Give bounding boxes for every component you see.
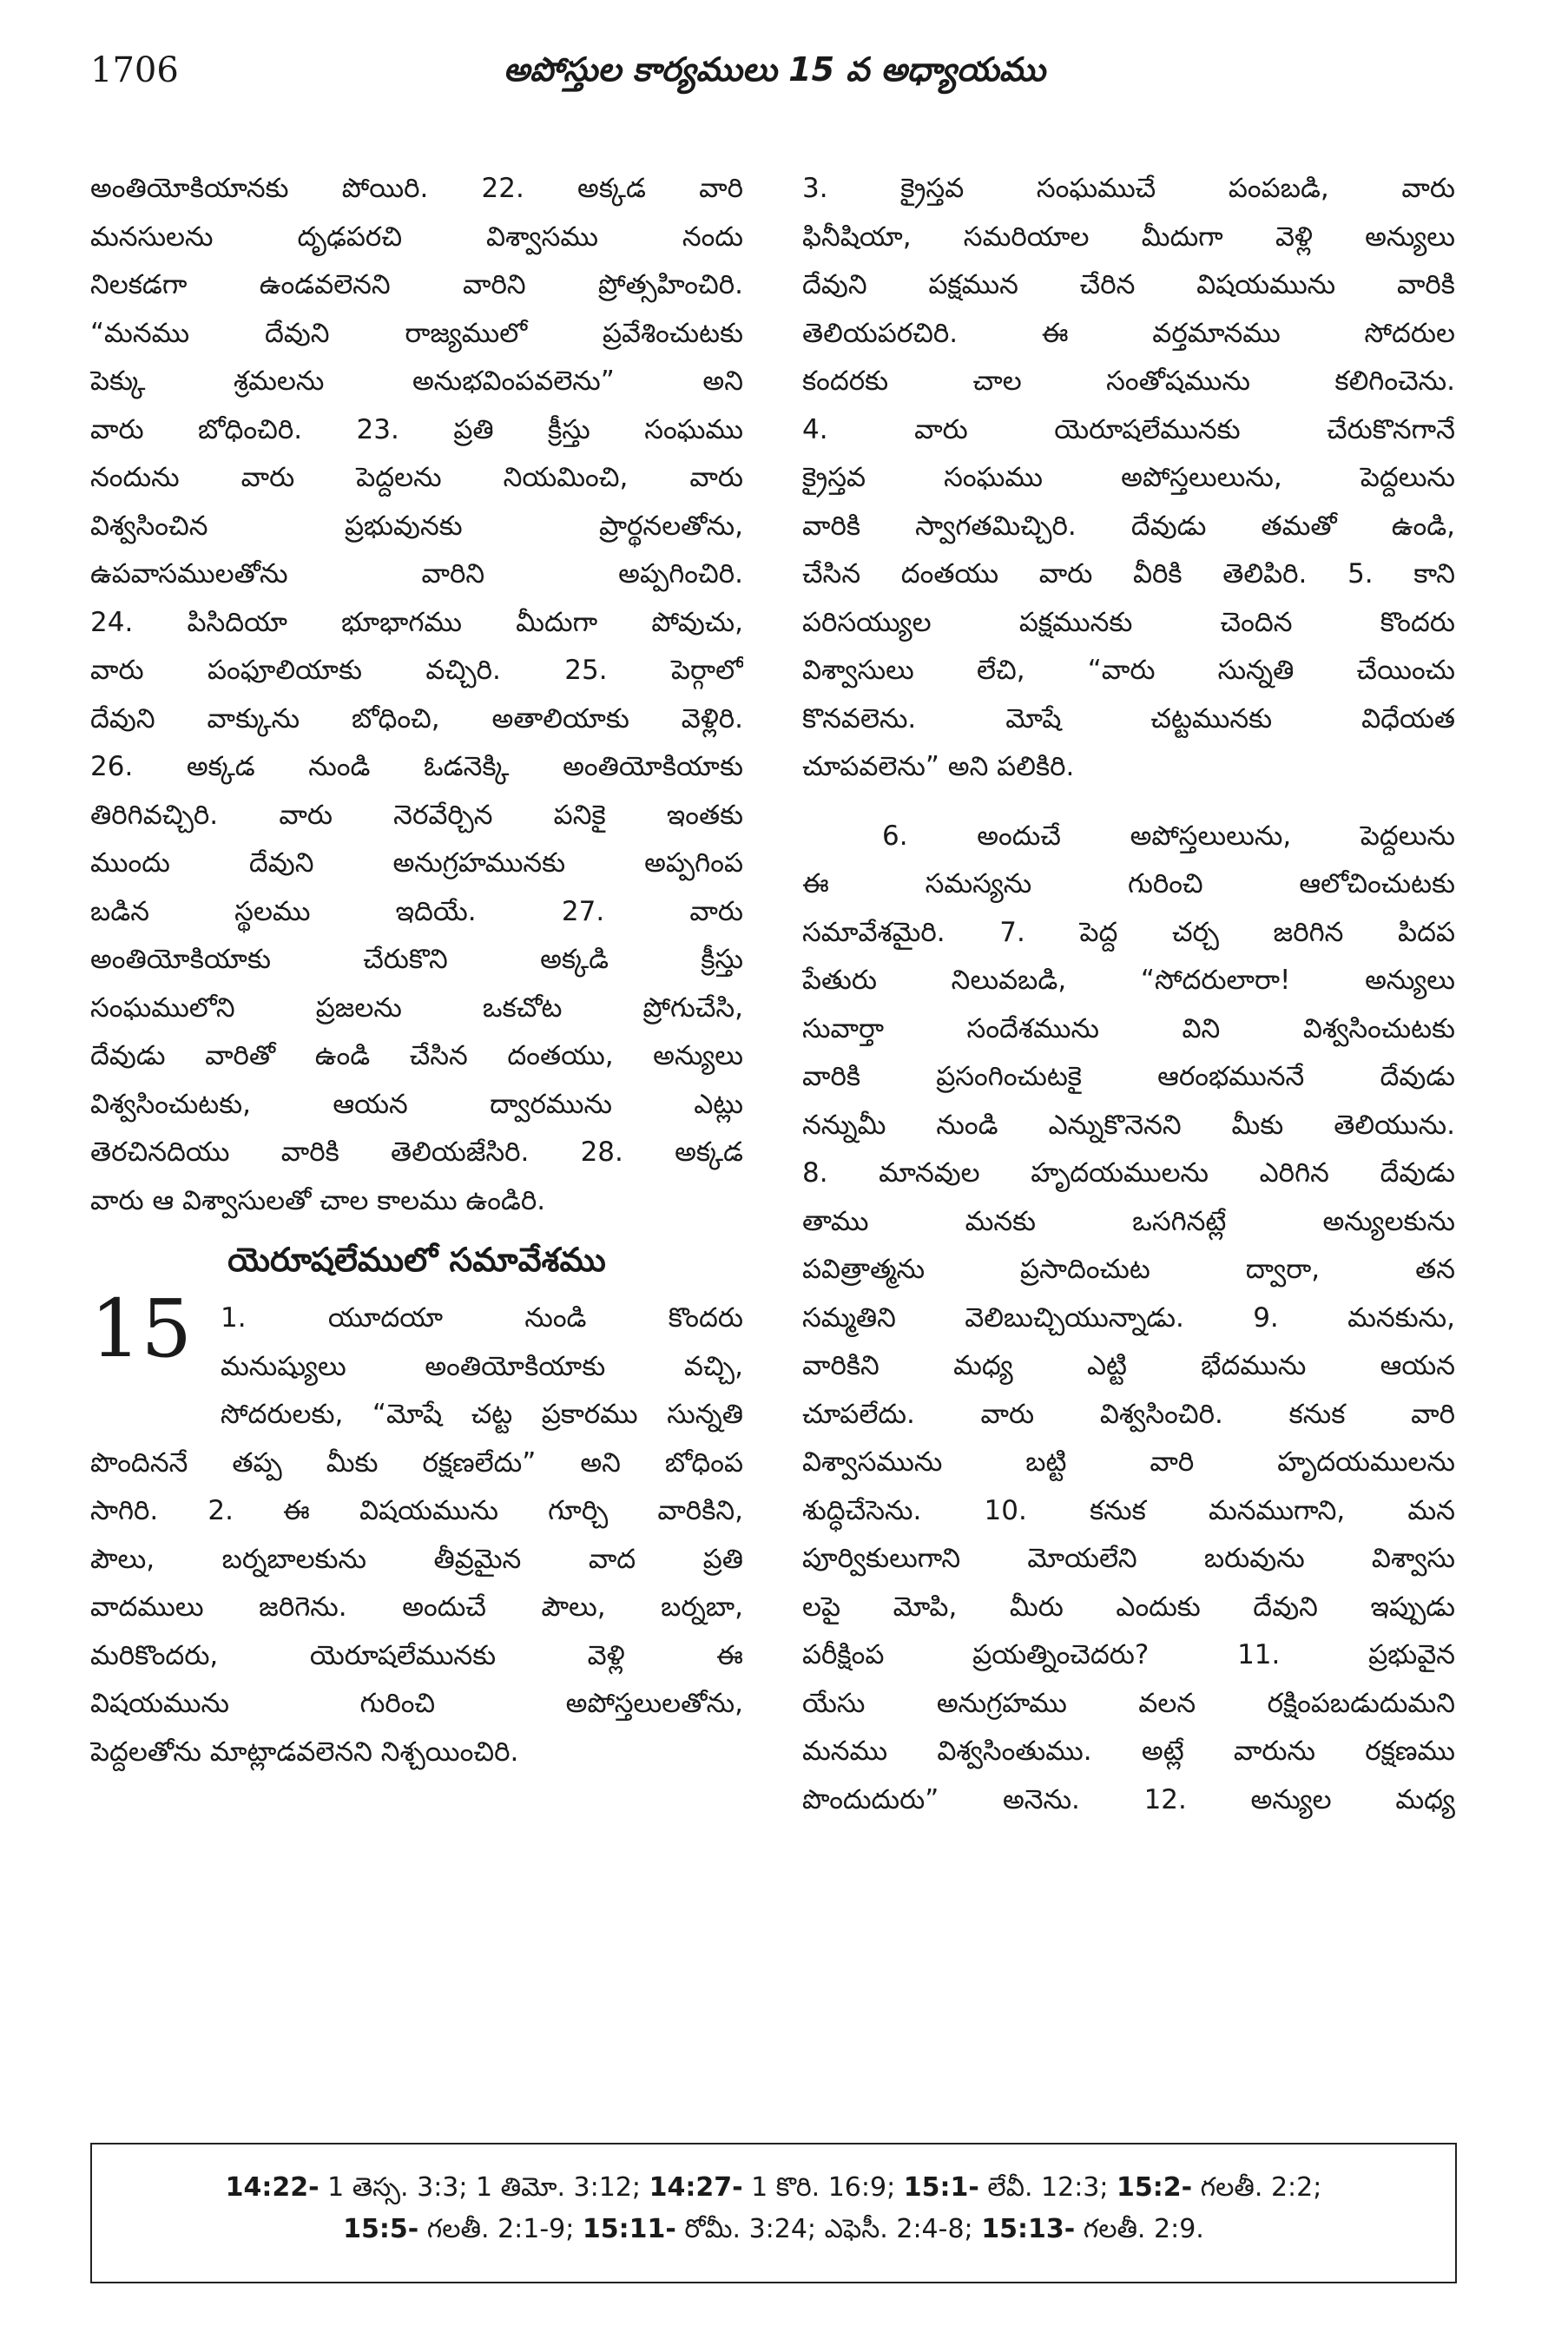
text-line: సమ్మతిని వెలిబుచ్చియున్నాడు. 9. మనకును,	[802, 1301, 1455, 1334]
text-line: వారు బోధించిరి. 23. ప్రతి క్రీస్తు సంఘము	[90, 413, 743, 445]
running-title: అపోస్తుల కార్యములు 15 వ అధ్యాయము	[503, 50, 1046, 89]
text-line: 26. అక్కడ నుండి ఓడనెక్కి అంతియోకియాకు	[90, 751, 743, 782]
text-line: కొనవలెను. మోషే చట్టమునకు విధేయత	[802, 702, 1455, 735]
text-line: దేవుడు వారితో ఉండి చేసిన దంతయు, అన్యులు	[90, 1040, 743, 1071]
text-line: ఉపవాసములతోను వారిని అప్పగించిరి.	[90, 558, 743, 590]
text-line: దేవుని వాక్కును బోధించి, అతాలియాకు వెళ్లిరి.	[90, 702, 743, 735]
section-heading: యెరూషలేములో సమావేశము	[227, 1241, 606, 1279]
reference-text: గలతీ. 2:9.	[1075, 2214, 1204, 2244]
text-line: చూపలేదు. వారు విశ్వసించిరి. కనుక వారి	[802, 1398, 1455, 1430]
text-line: పరీక్షింప ప్రయత్నించెదరు? 11. ప్రభువైన	[802, 1639, 1455, 1670]
text-line: ఫినీషియా, సమరియాల మీదుగా వెళ్లి అన్యులు	[802, 221, 1455, 253]
text-line: శుద్ధిచేసెను. 10. కనుక మనముగాని, మన	[802, 1494, 1455, 1526]
text-line: తెరచినదియు వారికి తెలియజేసిరి. 28. అక్కడ	[90, 1136, 743, 1168]
text-line: దేవుని పక్షమున చేరిన విషయమును వారికి	[802, 269, 1455, 300]
text-line: మనుష్యులు అంతియోకియాకు వచ్చి,	[221, 1350, 743, 1382]
text-line: పొందుదురు” అనెను. 12. అన్యుల మధ్య	[802, 1783, 1455, 1815]
text-line: లపై మోపి, మీరు ఎందుకు దేవుని ఇప్పుడు	[802, 1591, 1455, 1623]
text-line: అంతియోకియాకు చేరుకొని అక్కడి క్రీస్తు	[90, 944, 743, 975]
text-line: పూర్వికులుగాని మోయలేని బరువును విశ్వాసు	[802, 1543, 1455, 1574]
left-text-block	[90, 165, 743, 1225]
text-line: మనము విశ్వసింతుము. అట్లే వారును రక్షణము	[802, 1736, 1455, 1767]
cross-reference-line	[92, 2209, 1455, 2250]
text-line: వాదములు జరిగెను. అందుచే పౌలు, బర్నబా,	[90, 1591, 743, 1623]
chapter-block	[90, 1282, 743, 1776]
text-line: విశ్వాసమును బట్టి వారి హృదయములను	[802, 1446, 1455, 1478]
text-line: పవిత్రాత్మను ప్రసాదించుట ద్వారా, తన	[802, 1254, 1455, 1285]
text-line: మనసులను దృఢపరచి విశ్వాసము నందు	[90, 221, 743, 253]
reference-label: 14:22-	[225, 2172, 320, 2203]
text-line: పొందిననే తప్ప మీకు రక్షణలేదు” అని బోధింప	[90, 1446, 743, 1479]
reference-label: 15:2-	[1117, 2172, 1193, 2203]
text-line: ముందు దేవుని అనుగ్రహమునకు అప్పగింప	[90, 847, 743, 879]
text-line: సమావేశమైరి. 7. పెద్ద చర్చ జరిగిన పిదప	[802, 916, 1455, 948]
reference-text: లేవీ. 12:3;	[978, 2172, 1117, 2203]
text-line: ఈ సమస్యను గురించి ఆలోచించుటకు	[802, 868, 1455, 899]
text-line: చేసిన దంతయు వారు వీరికి తెలిపిరి. 5. కాని	[802, 558, 1455, 590]
reference-label: 15:1-	[903, 2172, 979, 2203]
text-line: వారు ఆ విశ్వాసులతో చాల కాలము ఉండిరి.	[90, 1184, 546, 1216]
text-line: 4. వారు యెరూషలేమునకు చేరుకొనగానే	[802, 413, 1455, 445]
text-line: సాగిరి. 2. ఈ విషయమును గూర్చి వారికిని,	[90, 1495, 743, 1526]
text-line: పెద్దలతోను మాట్లాడవలెనని నిశ్చయించిరి.	[90, 1736, 519, 1768]
text-line: యేసు అనుగ్రహము వలన రక్షింపబడుదుమని	[802, 1687, 1455, 1719]
reference-text: రోమీ. 3:24; ఎఫెసీ. 2:4-8;	[675, 2214, 982, 2244]
text-line: సంఘములోని ప్రజలను ఒకచోట ప్రోగుచేసి,	[90, 992, 743, 1024]
text-line: సువార్తా సందేశమును విని విశ్వసించుటకు	[802, 1012, 1455, 1044]
text-line: పరిసయ్యుల పక్షమునకు చెందిన కొందరు	[802, 606, 1455, 638]
text-line: విశ్వాసులు లేచి, “వారు సున్నతి చేయించు	[802, 655, 1455, 686]
text-line: 3. క్రైస్తవ సంఘముచే పంపబడి, వారు	[802, 173, 1455, 204]
text-line: విశ్వసించిన ప్రభువునకు ప్రార్థనలతోను,	[90, 510, 743, 542]
text-line: క్రైస్తవ సంఘము అపోస్తలులును, పెద్దలును	[802, 462, 1455, 493]
text-line: బడిన స్థలము ఇదియే. 27. వారు	[90, 895, 743, 927]
reference-text: గలతీ. 2:2;	[1192, 2172, 1322, 2203]
text-line: పేతురు నిలువబడి, “సోదరులారా! అన్యులు	[802, 965, 1455, 996]
text-line: కందరకు చాల సంతోషమును కలిగించెను.	[802, 366, 1455, 397]
reference-label: 15:11-	[582, 2214, 676, 2244]
text-line: 24. పిసిదియా భూభాగము మీదుగా పోవుచు,	[90, 606, 743, 638]
text-line: వారు పంఫూలియాకు వచ్చిరి. 25. పెర్గాలో	[90, 655, 743, 686]
paragraph-2	[802, 813, 1455, 1825]
reference-label: 15:13-	[981, 2214, 1076, 2244]
text-line: 1. యూదయా నుండి కొందరు	[221, 1302, 743, 1334]
text-line: మరికొందరు, యెరూషలేమునకు వెళ్లి ఈ	[90, 1639, 743, 1671]
text-line: పౌలు, బర్నబాలకును తీవ్రమైన వాద ప్రతి	[90, 1543, 743, 1575]
chapter-number: 15	[90, 1282, 193, 1375]
text-line: అంతియోకియానకు పోయిరి. 22. అక్కడ వారి	[90, 173, 743, 204]
page-header	[90, 50, 1459, 111]
right-column	[802, 165, 1455, 1824]
text-line: 6. అందుచే అపోస్తలులును, పెద్దలును	[882, 820, 1455, 852]
reference-text: 1 తెస్స. 3:3; 1 తిమో. 3:12;	[319, 2172, 649, 2203]
text-line: నిలకడగా ఉండవలెనని వారిని ప్రోత్సహించిరి.	[90, 269, 743, 300]
text-line: వారికిని మధ్య ఎట్టి భేదమును ఆయన	[802, 1350, 1455, 1381]
text-line: వారికి స్వాగతమిచ్చిరి. దేవుడు తమతో ఉండి,	[802, 510, 1455, 542]
text-line: పెక్కు శ్రమలను అనుభవింపవలెను” అని	[90, 366, 743, 397]
text-line: “మనము దేవుని రాజ్యములో ప్రవేశించుటకు	[90, 317, 743, 349]
text-line: 8. మానవుల హృదయములను ఎరిగిన దేవుడు	[802, 1157, 1455, 1189]
text-line: తెలియపరచిరి. ఈ వర్తమానము సోదరుల	[802, 317, 1455, 349]
text-line: విషయమును గురించి అపోస్తలులతోను,	[90, 1688, 743, 1719]
text-line: విశ్వసించుటకు, ఆయన ద్వారమును ఎట్లు	[90, 1088, 743, 1120]
reference-label: 14:27-	[649, 2172, 743, 2203]
reference-text: గలతీ. 2:1-9;	[418, 2214, 583, 2244]
reference-label: 15:5-	[343, 2214, 419, 2244]
cross-reference-box	[90, 2143, 1457, 2283]
page-number: 1706	[90, 50, 179, 90]
text-line: చూపవలెను” అని పలికిరి.	[802, 751, 1075, 782]
left-column	[90, 165, 743, 1776]
text-line: సోదరులకు, “మోషే చట్ట ప్రకారము సున్నతి	[221, 1399, 743, 1430]
paragraph-gap	[802, 792, 1455, 813]
text-line: నన్నుమీ నుండి ఎన్నుకొనెనని మీకు తెలియును.	[802, 1109, 1455, 1141]
text-line: వారికి ప్రసంగించుటకై ఆరంభముననే దేవుడు	[802, 1061, 1455, 1092]
reference-text: 1 కొరి. 16:9;	[742, 2172, 904, 2203]
cross-reference-line	[92, 2167, 1455, 2209]
text-line: నందును వారు పెద్దలను నియమించి, వారు	[90, 462, 743, 493]
text-line: తిరిగివచ్చిరి. వారు నెరవేర్చిన పనికై ఇంతకు	[90, 799, 743, 831]
text-line: తాము మనకు ఒసగినట్లే అన్యులకును	[802, 1205, 1455, 1237]
paragraph-1	[802, 165, 1455, 792]
